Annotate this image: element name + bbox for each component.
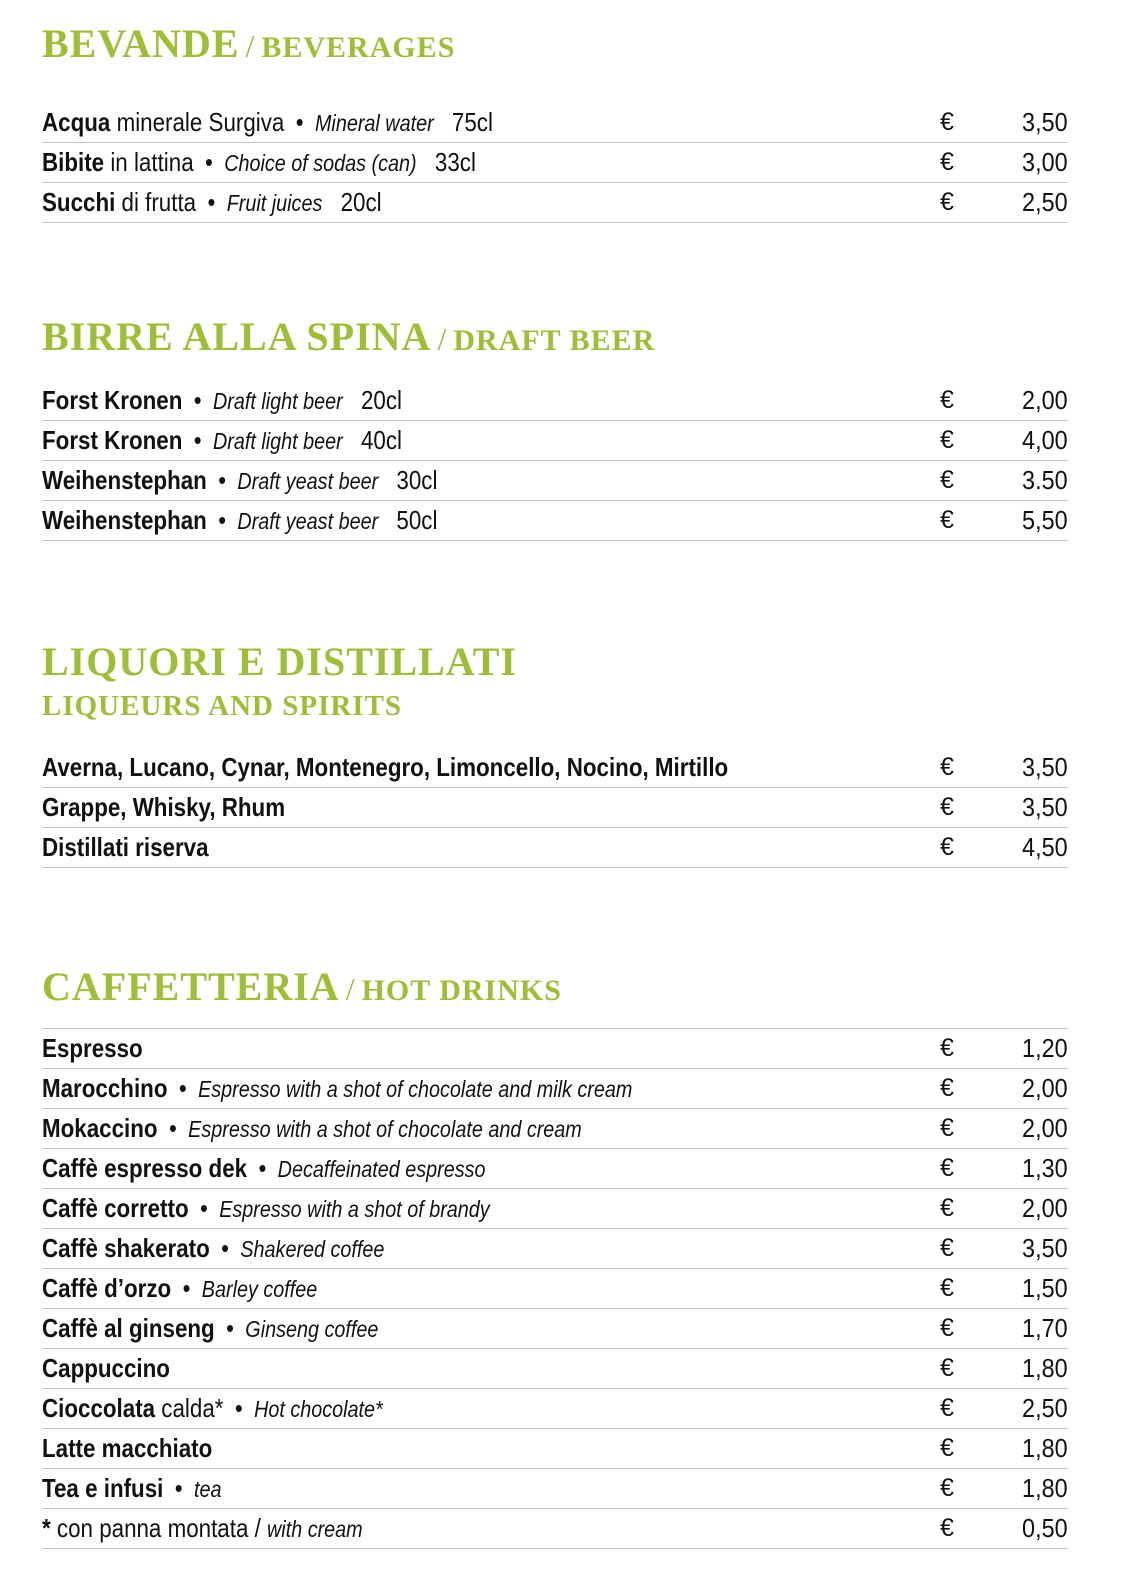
item-name-rest: calda* [161, 1393, 224, 1423]
item-description [42, 143, 476, 183]
item-size: 20cl [340, 187, 382, 217]
item-price: 1,50 [1022, 1273, 1068, 1303]
title-separator: / [437, 321, 448, 357]
item-separator: • [218, 465, 227, 495]
item-description [42, 1029, 143, 1068]
item-price: 3,50 [1022, 792, 1068, 822]
item-description [42, 1269, 317, 1309]
item-description [42, 748, 728, 787]
section-title [42, 639, 1068, 684]
menu-item-row [42, 1229, 1068, 1269]
item-english-description: Draft yeast beer [237, 508, 379, 534]
title-italian: BEVANDE [42, 21, 240, 66]
item-description [42, 461, 437, 501]
item-english-description: Mineral water [314, 110, 434, 136]
item-english-description: Shakered coffee [240, 1236, 385, 1262]
section-title [42, 314, 1068, 359]
currency-symbol: € [940, 1114, 954, 1142]
menu-item-row [42, 1029, 1068, 1069]
menu-item-row [42, 1109, 1068, 1149]
item-name: Caffè corretto [42, 1193, 189, 1223]
item-english-description: Barley coffee [201, 1276, 318, 1302]
currency-symbol: € [940, 1394, 954, 1422]
item-separator: • [178, 1073, 187, 1103]
item-price: 3,50 [1022, 1233, 1068, 1263]
item-english-description: tea [193, 1476, 222, 1502]
item-english-description: Hot chocolate* [254, 1396, 383, 1422]
item-price: 1,30 [1022, 1153, 1068, 1183]
item-price: 2,00 [1022, 385, 1068, 415]
currency-symbol: € [940, 753, 954, 781]
item-separator: • [193, 385, 202, 415]
item-english-description: Espresso with a shot of chocolate and cream [188, 1116, 582, 1142]
item-price: 5,50 [1022, 505, 1068, 535]
item-name: Tea e infusi [42, 1473, 164, 1503]
item-english-description: Draft yeast beer [237, 468, 379, 494]
item-separator: • [207, 187, 216, 217]
item-separator: • [205, 147, 213, 177]
item-separator: • [258, 1153, 267, 1183]
item-description [42, 1469, 221, 1509]
item-size: 33cl [434, 147, 476, 177]
item-name: Caffè d’orzo [42, 1273, 172, 1303]
section-hot-drinks [42, 964, 1068, 1543]
menu-item-row [42, 1189, 1068, 1229]
menu-item-row [42, 1349, 1068, 1389]
item-description [42, 1189, 490, 1229]
menu-item-row [42, 1269, 1068, 1309]
title-english: HOT DRINKS [361, 974, 562, 1007]
item-size: 30cl [396, 465, 438, 495]
currency-symbol: € [940, 1314, 954, 1342]
currency-symbol: € [940, 108, 954, 136]
menu-item-row [42, 1389, 1068, 1429]
item-price: 1,70 [1022, 1313, 1068, 1343]
currency-symbol: € [940, 1354, 954, 1382]
item-separator: • [199, 1193, 208, 1223]
title-separator: / [245, 28, 256, 64]
item-separator: • [193, 425, 202, 455]
menu-item-row [42, 1149, 1068, 1189]
item-name: Forst Kronen [42, 425, 183, 455]
title-separator: / [345, 971, 356, 1007]
item-price: 2,00 [1022, 1073, 1068, 1103]
title-english: BEVERAGES [261, 31, 456, 64]
item-description [42, 1109, 582, 1149]
item-description [42, 103, 493, 143]
item-english-description: Espresso with a shot of chocolate and milk cream [198, 1076, 633, 1102]
item-name: Weihenstephan [42, 465, 207, 495]
menu-item-row [42, 183, 1068, 223]
item-size: 50cl [396, 505, 438, 535]
item-price: 1,20 [1022, 1033, 1068, 1063]
item-name-rest: di frutta [121, 187, 197, 217]
menu-item-row [42, 788, 1068, 828]
item-price: 3,50 [1022, 752, 1068, 782]
item-name: Cioccolata [42, 1393, 156, 1423]
item-price: 1,80 [1022, 1433, 1068, 1463]
currency-symbol: € [940, 506, 954, 534]
item-description [42, 1229, 384, 1269]
currency-symbol: € [940, 1474, 954, 1502]
item-list [42, 1028, 1068, 1549]
item-english-description: Fruit juices [226, 190, 323, 216]
item-english-description: with cream [267, 1516, 363, 1542]
item-name: Caffè shakerato [42, 1233, 210, 1263]
item-price: 2,00 [1022, 1113, 1068, 1143]
menu-item-row [42, 143, 1068, 183]
item-english-description: Choice of sodas (can) [224, 150, 417, 176]
menu-item-row [42, 421, 1068, 461]
item-description [42, 381, 402, 421]
currency-symbol: € [940, 1034, 954, 1062]
item-list [42, 103, 1068, 223]
currency-symbol: € [940, 1234, 954, 1262]
item-description [42, 1429, 212, 1468]
item-description [42, 1309, 378, 1349]
item-separator: • [174, 1473, 183, 1503]
item-price: 4,00 [1022, 425, 1068, 455]
currency-symbol: € [940, 188, 954, 216]
menu-item-row [42, 1509, 1068, 1549]
menu-item-row [42, 1309, 1068, 1349]
item-description [42, 183, 382, 223]
item-description [42, 501, 437, 541]
menu-item-row [42, 461, 1068, 501]
section-spirits [42, 639, 1068, 862]
menu-item-row [42, 828, 1068, 868]
item-list [42, 381, 1068, 541]
item-description [42, 1069, 632, 1109]
currency-symbol: € [940, 386, 954, 414]
title-italian: BIRRE ALLA SPINA [42, 314, 432, 359]
item-price: 0,50 [1022, 1513, 1068, 1543]
item-name-rest: con panna montata / [56, 1513, 261, 1543]
item-price: 1,80 [1022, 1353, 1068, 1383]
item-english-description: Decaffeinated espresso [277, 1156, 486, 1182]
item-name-rest: minerale Surgiva [116, 107, 285, 137]
section-title [42, 21, 1068, 66]
item-separator: • [168, 1113, 177, 1143]
item-separator: • [221, 1233, 229, 1263]
currency-symbol: € [940, 1194, 954, 1222]
item-price: 3,50 [1022, 107, 1068, 137]
item-separator: • [226, 1313, 234, 1343]
item-size: 75cl [451, 107, 493, 137]
item-name: * [42, 1513, 51, 1543]
item-name: Distillati riserva [42, 832, 209, 862]
item-name: Bibite [42, 147, 105, 177]
item-price: 3.50 [1022, 465, 1068, 495]
currency-symbol: € [940, 1434, 954, 1462]
title-italian: CAFFETTERIA [42, 964, 340, 1009]
item-name: Weihenstephan [42, 505, 207, 535]
menu-item-row [42, 381, 1068, 421]
item-english-description: Draft light beer [212, 388, 343, 414]
item-price: 2,50 [1022, 1393, 1068, 1423]
item-name: Cappuccino [42, 1353, 170, 1383]
item-name: Grappe, Whisky, Rhum [42, 792, 286, 822]
item-name: Acqua [42, 107, 111, 137]
currency-symbol: € [940, 833, 954, 861]
item-description [42, 828, 209, 867]
currency-symbol: € [940, 1274, 954, 1302]
menu-item-row [42, 1469, 1068, 1509]
item-price: 1,80 [1022, 1473, 1068, 1503]
item-description [42, 1389, 383, 1429]
item-separator: • [218, 505, 227, 535]
item-size: 20cl [360, 385, 403, 415]
currency-symbol: € [940, 148, 954, 176]
title-english: DRAFT BEER [453, 324, 656, 357]
item-description [42, 421, 402, 461]
item-name: Espresso [42, 1033, 143, 1063]
item-name: Caffè espresso dek [42, 1153, 248, 1183]
menu-item-row [42, 1069, 1068, 1109]
title-english: LIQUEURS AND SPIRITS [42, 690, 403, 722]
section-beverages [42, 21, 1068, 217]
item-list [42, 748, 1068, 868]
currency-symbol: € [940, 466, 954, 494]
item-separator: • [234, 1393, 243, 1423]
item-name: Caffè al ginseng [42, 1313, 215, 1343]
menu-item-row [42, 748, 1068, 788]
item-name-rest: in lattina [110, 147, 194, 177]
section-draft-beer [42, 314, 1068, 535]
item-name: Mokaccino [42, 1113, 158, 1143]
section-title [42, 964, 1068, 1009]
item-price: 2,50 [1022, 187, 1068, 217]
item-name: Forst Kronen [42, 385, 183, 415]
currency-symbol: € [940, 793, 954, 821]
item-size: 40cl [360, 425, 403, 455]
item-price: 4,50 [1022, 832, 1068, 862]
menu-item-row [42, 501, 1068, 541]
title-italian: LIQUORI E DISTILLATI [42, 639, 517, 684]
currency-symbol: € [940, 1514, 954, 1542]
menu-item-row [42, 1429, 1068, 1469]
item-english-description: Draft light beer [212, 428, 343, 454]
currency-symbol: € [940, 426, 954, 454]
item-price: 3,00 [1022, 147, 1068, 177]
item-description [42, 1149, 485, 1189]
currency-symbol: € [940, 1154, 954, 1182]
menu-item-row [42, 103, 1068, 143]
item-description [42, 1509, 363, 1549]
item-name: Marocchino [42, 1073, 168, 1103]
item-name: Latte macchiato [42, 1433, 213, 1463]
item-english-description: Espresso with a shot of brandy [219, 1196, 490, 1222]
item-separator: • [182, 1273, 191, 1303]
currency-symbol: € [940, 1074, 954, 1102]
item-name: Averna, Lucano, Cynar, Montenegro, Limoncello, Nocino, Mirtillo [42, 752, 729, 782]
item-price: 2,00 [1022, 1193, 1068, 1223]
item-description [42, 1349, 170, 1388]
item-separator: • [295, 107, 304, 137]
item-english-description: Ginseng coffee [245, 1316, 379, 1342]
item-name: Succhi [42, 187, 116, 217]
item-description [42, 788, 285, 827]
